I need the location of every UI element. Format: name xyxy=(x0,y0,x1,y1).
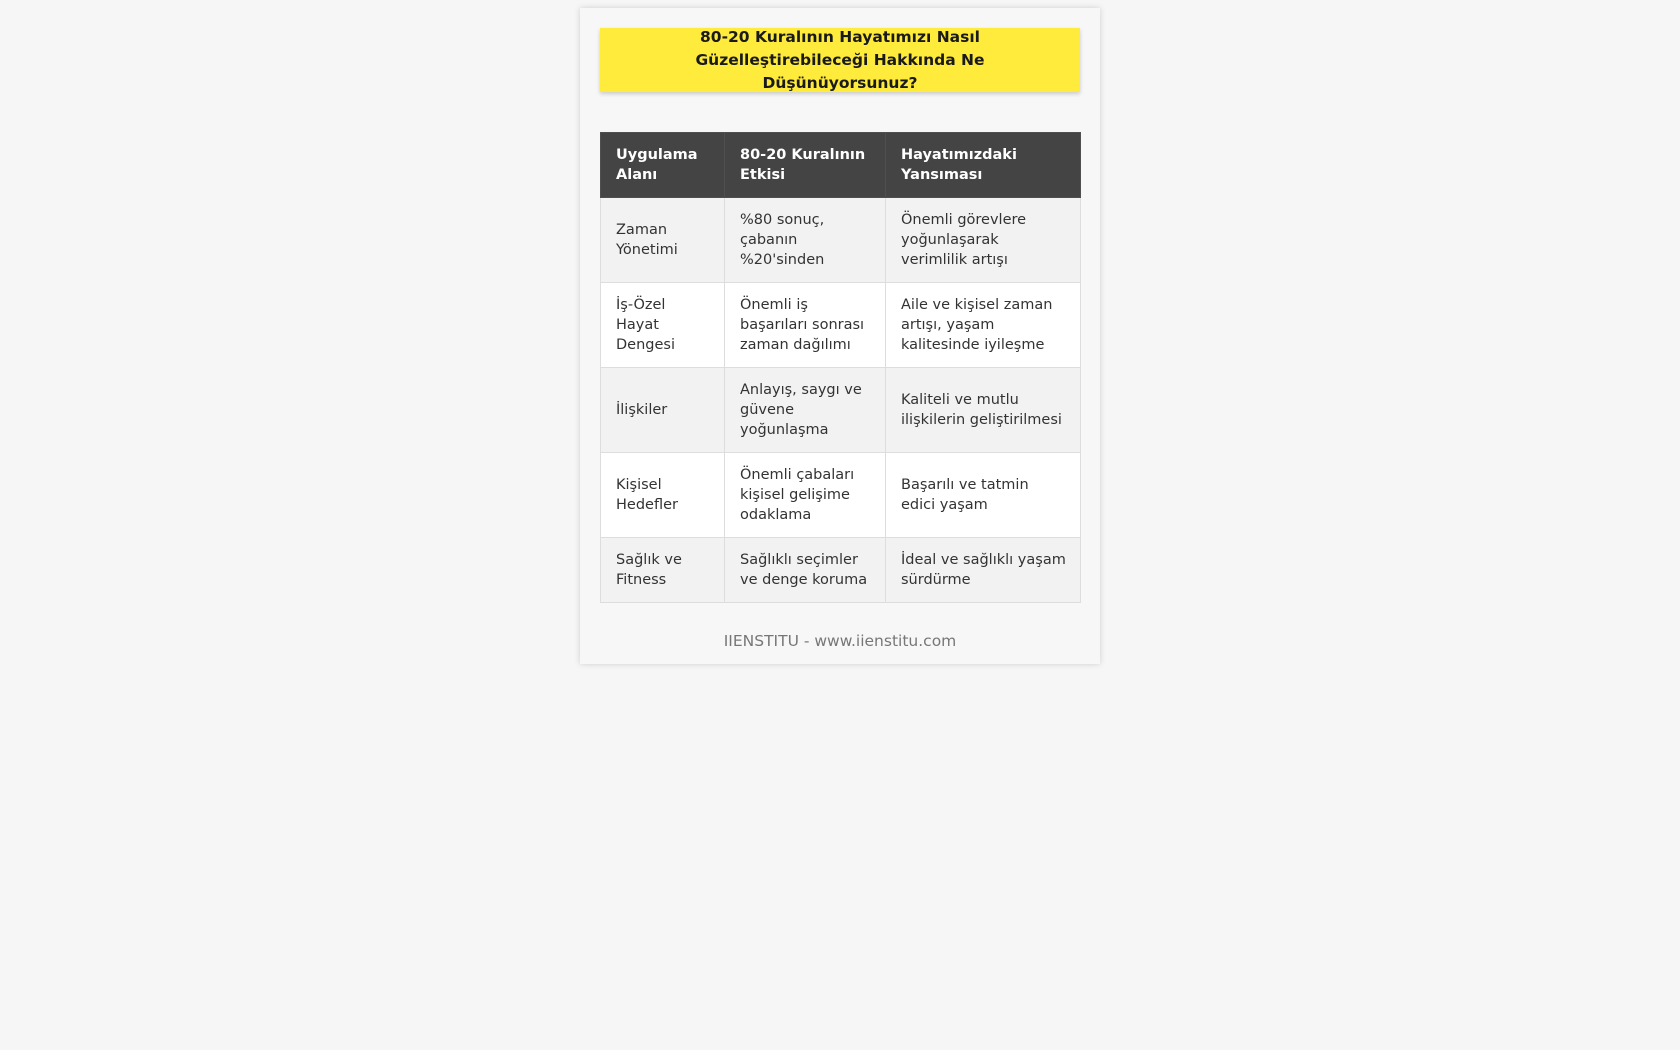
table-header-row xyxy=(601,133,1081,198)
cell-area: Zaman Yönetimi xyxy=(601,198,725,283)
cell-effect: Önemli iş başarıları sonrası zaman dağılımı xyxy=(725,283,886,368)
cell-area: Kişisel Hedefler xyxy=(601,453,725,538)
cell-area: İş-Özel Hayat Dengesi xyxy=(601,283,725,368)
cell-reflection: Kaliteli ve mutlu ilişkilerin geliştirilmesi xyxy=(886,368,1081,453)
cell-area: İlişkiler xyxy=(601,368,725,453)
cell-reflection: Önemli görevlere yoğunlaşarak verimlilik artışı xyxy=(886,198,1081,283)
cell-effect: %80 sonuç, çabanın %20'sinden xyxy=(725,198,886,283)
table-row xyxy=(601,368,1081,453)
cell-effect: Önemli çabaları kişisel gelişime odaklama xyxy=(725,453,886,538)
header-cell-effect: 80-20 Kuralının Etkisi xyxy=(725,133,886,198)
header-cell-reflection: Hayatımızdaki Yansıması xyxy=(886,133,1081,198)
cell-reflection: Aile ve kişisel zaman artışı, yaşam kalitesinde iyileşme xyxy=(886,283,1081,368)
cell-effect: Sağlıklı seçimler ve denge koruma xyxy=(725,538,886,603)
table-row xyxy=(601,283,1081,368)
table-row xyxy=(601,198,1081,283)
title-banner xyxy=(600,28,1080,92)
cell-reflection: İdeal ve sağlıklı yaşam sürdürme xyxy=(886,538,1081,603)
footer-credit: IIENSTITU - www.iienstitu.com xyxy=(723,632,957,650)
header-cell-area: Uygulama Alanı xyxy=(601,133,725,198)
rule-table xyxy=(600,132,1081,603)
page-title: 80-20 Kuralının Hayatımızı Nasıl Güzelleştirebileceği Hakkında Ne Düşünüyorsunuz? xyxy=(695,27,985,92)
table-row xyxy=(601,453,1081,538)
content-card xyxy=(580,8,1100,664)
table-row xyxy=(601,538,1081,603)
cell-effect: Anlayış, saygı ve güvene yoğunlaşma xyxy=(725,368,886,453)
cell-area: Sağlık ve Fitness xyxy=(601,538,725,603)
cell-reflection: Başarılı ve tatmin edici yaşam xyxy=(886,453,1081,538)
